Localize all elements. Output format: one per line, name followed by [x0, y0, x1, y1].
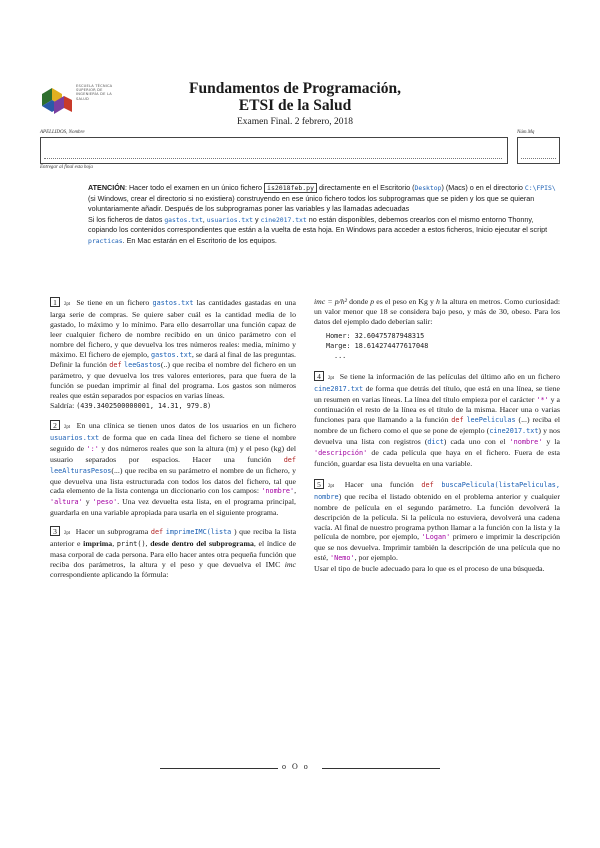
imc-output-1: Homer: 32.60475787948315: [326, 331, 425, 340]
left-column: [50, 297, 296, 588]
question-3-continued: imc = p/h² donde p es el peso en Kg y h la altura en metros. Como curiosidad: un valor menor que 18 se considera bajo peso, y más de 30, obeso. Para los datos del ejemplo dado deberían salir: Homer: 32.60475787948315 Marge: 18.614274477617048 ...: [314, 297, 561, 360]
question-4: 4 2pt Se tiene la información de las películas del último año en un fichero cine2017.txt de forma que detrás del título, que está en una línea, se tiene un resumen en varias líneas. La línea del título empieza por el carácter '*' y a continuación el resto de la línea es el título de la misma. Hacer una o varias funciones para que llamando a la función def leePeliculas (...) reciba el nombre de un fichero como el que se pone de ejemplo (cine2017.txt) y nos devuelva una lista con registros (dict) cada uno con el 'nombre' y la 'descripción' de cada película que haya en el fichero. Fuera de esta función, guardar esa lista devuelta en una variable.: [314, 371, 561, 468]
number-dots: [521, 158, 556, 159]
question-number: 2: [50, 420, 60, 430]
exam-subtitle: Examen Final. 2 febrero, 2018: [236, 117, 354, 127]
practicas-script-link[interactable]: practicas: [88, 236, 123, 245]
question-1: 1 2pt Se tiene en un fichero gastos.txt las cantidades gastadas en una larga serie de compras. Se quiere saber cuál es la cantidad media de lo gastado, lo máximo y lo mínimo. Para ello desarrollar una función capaz de leer cualquier fichero de nombre recibido en un único parámetro con el nombre del fichero, y que devuelva los tres números reales: media, mínimo y máximo. El fichero de ejemplo, gastos.txt, se dará al final de las preguntas. Definir la función def leeGastos(..) que reciba el nombre del fichero en un parámetro, y que devuelva los tres valores enteriores, para que fuera de la función se puedan imprimir al final del programa. Los gastos son números reales que están separados por espacios en varias líneas. Saldría: (439.3402500000001, 14.31, 979.8): [50, 298, 297, 411]
surname-label: APELLIDOS, Nombre: [40, 130, 85, 135]
question-number: 1: [50, 297, 60, 307]
footer-symbol: o O o: [282, 762, 310, 771]
number-box[interactable]: [517, 137, 560, 164]
imc-output-ellipsis: ...: [334, 351, 347, 360]
fpis-dir-link[interactable]: C:\FPIS\: [524, 184, 556, 192]
attention-paragraph-1: ATENCIÓN: Hacer todo el examen en un único fichero is2018feb.py directamente en el Escritorio (Desktop) (Macs) o en el directorio C:\FPIS\ (si Windows, crear el directorio si no existiera) construyendo en ese único fichero todos los subprogramas que se piden y los que se quieran voluntariamente añadir. Después de los subprogramas poner las variables y las llamadas adecuadas: [88, 183, 556, 213]
question-number: 5: [314, 479, 324, 489]
surname-dots: [44, 158, 502, 159]
question-number: 3: [50, 526, 60, 536]
desktop-link[interactable]: Desktop: [414, 184, 442, 192]
exam-file-name: is2018feb.py: [264, 183, 317, 193]
title-line-2: ETSI de la Salud: [238, 97, 352, 114]
imc-output-2: Marge: 18.614274477617048: [326, 341, 429, 350]
question-5: 5 2pt Hacer una función def buscaPelicula(listaPeliculas, nombre) que reciba el listado obtenido en el problema anterior y cualquier nombre de película en el segundo parámetro. La función devolverá la descripción de la película. Si la película no estuviera, devolverá una cadena vacía. Al final de nuestro programa python llamar a la función con la lista y la película de nombre, por ejemplo, 'Logan' primero e imprimir la descripción que se nos devuelva. Imprimir también la descripción de una película que no esté, 'Nemo', por ejemplo. Usar el tipo de bucle adecuado para lo que es el proceso de una búsqueda.: [314, 479, 560, 574]
number-label: Núm.Mq: [517, 130, 535, 135]
right-column: [314, 297, 560, 582]
question-number: 4: [314, 371, 324, 381]
question-2: 2 2pt En una clínica se tienen unos datos de los usuarios en un fichero usuarios.txt de forma que en cada línea del fichero se tiene el nombre seguido de ':' y dos números reales que son la altura (m) y el peso (kg) del usuario separados por espacios. Hacer una función def leeAlturasPesos(...) que reciba en su parámetro el nombre de un fichero, y que devuelva una lista estructurada con todos los datos del fichero, tal que cada elemento de la lista contenga un diccionario con los campos: 'nombre', 'altura' y 'peso'. Una vez devuelta esta lista, en el programa principal, guardarla en una variable apropiada para usarla en el siguiente programa.: [50, 420, 297, 518]
question-3: 3 2pt Hacer un subprograma def imprimeIMC(lista ) que reciba la lista anterior e imprima, print(), desde dentro del subprograma, el índice de masa corporal de cada persona. Para ello hacer antes otra pequeña función que reciba dos parámetros, la altura y el peso y que devuelva el IMC imc correspondiente aplicando la fórmula:: [50, 527, 297, 579]
attention-block: [88, 183, 560, 246]
page-footer: [160, 762, 440, 774]
surname-box[interactable]: [40, 137, 508, 164]
etsi-logo-icon: [40, 86, 74, 116]
logo-text: ESCUELA TÉCNICA SUPERIOR DE INGENIERÍA DE LA SALUD: [76, 84, 113, 101]
attention-paragraph-2: Si los ficheros de datos gastos.txt, usuarios.txt y cine2017.txt no están disponibles, debemos crearlos con el mismo entorno Thonny, copiando los contenidos correspondientes que están a la vuelta de esta hoja. En Windows para acceder a estos ficheros, Inicio ejecutar el script practicas. En Mac estarán en el Escritorio de los equipos.: [88, 214, 548, 245]
footer-rule-left: [160, 768, 278, 769]
attention-label: ATENCIÓN: [88, 183, 125, 192]
footer-rule-right: [322, 768, 440, 769]
cine-file-link[interactable]: cine2017.txt: [260, 215, 307, 224]
title-line-1: Fundamentos de Programación,: [189, 80, 401, 97]
question-1-output: Saldría: (439.3402500000001, 14.31, 979.8): [50, 401, 212, 411]
header: [150, 80, 440, 127]
gastos-file-link[interactable]: gastos.txt: [164, 215, 203, 224]
hand-in-note: Entregar al final esta hoja: [40, 165, 93, 170]
usuarios-file-link[interactable]: usuarios.txt: [206, 215, 253, 224]
